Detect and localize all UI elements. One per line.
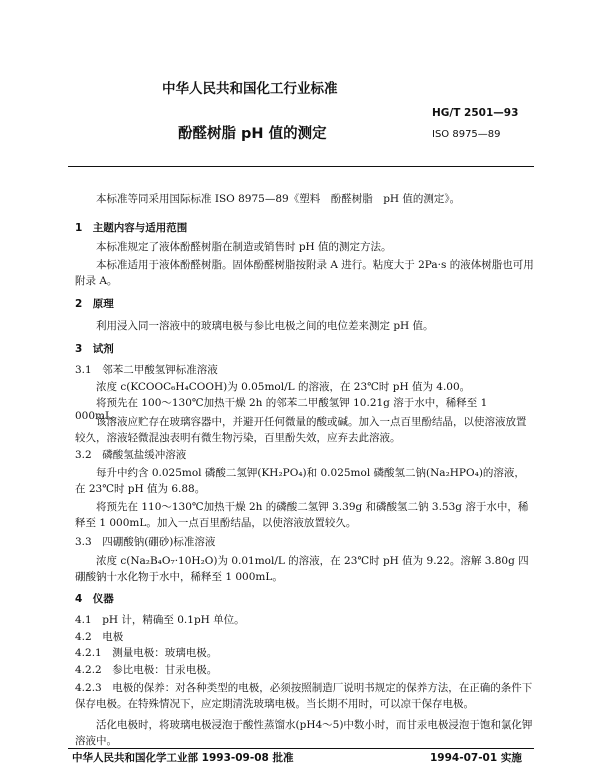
- section-4-heading: 4 仪器: [75, 593, 114, 605]
- item-4-2-3: 4.2.3 电极的保养：对各种类型的电极，必须按照制造厂说明书规定的保养方法，在正确的条件下保存电极。在特殊情况下，应定期清洗玻璃电极。当长期不用时，可以凉干保存电极。: [75, 682, 533, 710]
- iso-reference: ISO 8975—89: [432, 129, 501, 140]
- subsection-3-1-title: 3.1 邻苯二甲酸氢钾标准溶液: [75, 364, 218, 376]
- section-4-last-paragraph: 活化电极时，将玻璃电极浸泡于酸性蒸馏水(pH4～5)中数小时，而甘汞电极浸泡于饱和氯化钾溶液中。: [75, 719, 533, 747]
- section-3-heading: 3 试剂: [75, 343, 114, 355]
- subsection-3-3-paragraph-1: 浓度 c(Na₂B₄O₇·10H₂O)为 0.01mol/L 的溶液，在 23℃时 pH 值为 9.22。溶解 3.80g 四硼酸钠十水化物于水中，稀释至 1 000mL。: [75, 555, 529, 583]
- intro-paragraph: 本标准等同采用国际标准 ISO 8975—89《塑料 酚醛树脂 pH 值的测定》。: [96, 193, 461, 205]
- section-1-paragraph-2: 本标准适用于液体酚醛树脂。固体酚醛树脂按附录 A 进行。粘度大于 2Pa·s 的液体树脂也可用附录 A。: [75, 259, 534, 287]
- standard-code: HG/T 2501—93: [432, 107, 519, 119]
- item-4-2-2: 4.2.2 参比电极：甘汞电极。: [75, 664, 218, 676]
- footer-rule: [68, 748, 534, 749]
- item-4-1: 4.1 pH 计，精确至 0.1pH 单位。: [75, 614, 245, 626]
- section-2-heading: 2 原理: [75, 298, 114, 310]
- subsection-3-3-title: 3.3 四硼酸钠(硼砂)标准溶液: [75, 536, 216, 548]
- effective-date: 1994-07-01 实施: [430, 752, 522, 764]
- subsection-3-1-paragraph-2: 将预先在 100～130℃加热干燥 2h 的邻苯二甲酸氢钾 10.21g 溶于水中，稀释至 1 000mL。: [75, 397, 488, 423]
- subsection-3-2-paragraph-2: 将预先在 110～130℃加热干燥 2h 的磷酸二氢钾 3.39g 和磷酸氢二钠 3.53g 溶于水中，稀释至 1 000mL。加入一点百里酚结晶，以使溶液放置较久。: [75, 501, 529, 529]
- section-1-paragraph-1: 本标准规定了液体酚醛树脂在制造或销售时 pH 值的测定方法。: [96, 241, 392, 253]
- section-2-paragraph-1: 利用浸入同一溶液中的玻璃电极与参比电极之间的电位差来测定 pH 值。: [96, 320, 434, 332]
- header-rule: [68, 166, 534, 167]
- section-1-heading: 1 主题内容与适用范围: [75, 222, 188, 234]
- subsection-3-2-paragraph-1: 每升中约含 0.025mol 磷酸二氢钾(KH₂PO₄)和 0.025mol 磷酸氢二钠(Na₂HPO₄)的溶液，在 23℃时 pH 值为 6.88。: [75, 467, 525, 495]
- item-4-2-1: 4.2.1 测量电极：玻璃电极。: [75, 647, 218, 659]
- subsection-3-1-paragraph-3: 该溶液应贮存在玻璃容器中，并避开任何微量的酸或碱。加入一点百里酚结晶，以使溶液放置较久，溶液轻微混浊表明有微生物污染，百里酚失效，应弃去此溶液。: [75, 416, 527, 444]
- subsection-3-1-paragraph-1: 浓度 c(KCOOC₆H₄COOH)为 0.05mol/L 的溶液，在 23℃时 pH 值为 4.00。: [96, 381, 471, 393]
- standard-org-title: 中华人民共和国化工行业标准: [162, 81, 338, 97]
- subsection-3-2-title: 3.2 磷酸氢盐缓冲溶液: [75, 449, 187, 461]
- approval-line: 中华人民共和国化学工业部 1993-09-08 批准: [72, 752, 294, 764]
- item-4-2: 4.2 电极: [75, 631, 124, 643]
- document-title: 酚醛树脂 pH 值的测定: [178, 126, 327, 142]
